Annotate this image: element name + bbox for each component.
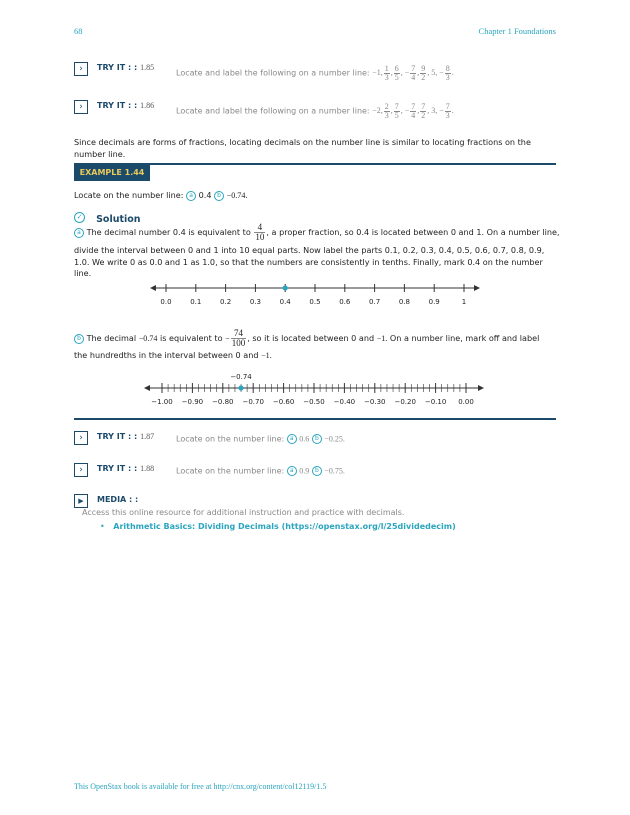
chevron-right-icon[interactable]: › — [74, 463, 88, 477]
media-list-item — [100, 522, 456, 531]
example-bottom-rule — [74, 418, 556, 420]
fraction: $\frac{7}{4}$ — [411, 102, 416, 120]
try-it-text: Locate and label the following on a number line: −1, $\frac{1}{3}$ , $\frac{6}{5}$ , − $\frac{7}{4}$ , $\frac{9}{2}$ , 5, − $\frac{8}{3}$ . — [176, 64, 454, 82]
tick-label: −0.40 — [333, 398, 356, 406]
marked-point — [283, 285, 288, 290]
part-b-marker: b — [312, 466, 322, 476]
tick-label: 0.2 — [220, 298, 232, 306]
arrow-right-icon — [474, 285, 480, 291]
tick-label: 0.1 — [190, 298, 202, 306]
arrow-left-icon — [144, 385, 150, 391]
fraction: $\frac{9}{2}$ — [421, 64, 426, 82]
chevron-right-icon[interactable]: › — [74, 62, 88, 76]
tick-label: 0.4 — [279, 298, 291, 306]
tick-label: −0.70 — [242, 398, 264, 406]
part-a-marker: a — [74, 228, 84, 238]
chapter-title: Chapter 1 Foundations — [478, 26, 556, 36]
fraction: $\frac{7}{3}$ — [445, 102, 450, 120]
part-a-marker: a — [287, 434, 297, 444]
tick-label: −1.00 — [151, 398, 173, 406]
part-b-marker: b — [312, 434, 322, 444]
part-a-paragraph: divide the interval between 0 and 1 into 10 equal parts. Now label the parts 0.1, 0.2, 0.3, 0.4, 0.5, 0.6, 0.7, 0.8, 0.9, 1.0. We write 0 as 0.0 and 1 as 1.0, so that the numbers are consistently in tenths. Finally, mark 0.4 on the number line. — [74, 245, 545, 278]
try-it-text: Locate on the number line: a 0.6 b −0.25. — [176, 434, 345, 444]
media-text: Access this online resource for additional instruction and practice with decimals. — [82, 508, 405, 517]
tick-label: 0.0 — [160, 298, 172, 306]
try-it-1-86 — [74, 100, 556, 120]
part-a-line1: a The decimal number 0.4 is equivalent to $\frac{4}{10}$ , a proper fraction, so 0.4 is located between 0 and 1. On a number line, — [74, 223, 558, 242]
tick-label: 0.5 — [309, 298, 321, 306]
try-it-text: Locate on the number line: a 0.9 b −0.75. — [176, 466, 345, 476]
tick-label: −0.80 — [212, 398, 234, 406]
tick-label: 0.8 — [398, 298, 410, 306]
example-prompt: Locate on the number line: a 0.4 b −0.74. — [74, 190, 248, 200]
fraction: $\frac{2}{3}$ — [384, 102, 389, 120]
tick-label: 1 — [461, 298, 467, 306]
fraction: $\frac{8}{3}$ — [445, 64, 450, 82]
tick-label: −0.30 — [364, 398, 386, 406]
arrow-left-icon — [150, 285, 156, 291]
chevron-right-icon[interactable]: › — [74, 100, 88, 114]
try-it-label: TRY IT : : 1.88 — [97, 464, 155, 473]
bullet-icon: • — [100, 522, 105, 531]
tick-label: −0.60 — [272, 398, 295, 406]
tick-label: −0.10 — [424, 398, 447, 406]
part-b-marker: b — [214, 191, 224, 201]
tick-label: −0.20 — [394, 398, 416, 406]
try-it-1-87 — [74, 431, 556, 447]
try-it-1-85 — [74, 62, 556, 82]
try-it-label: TRY IT : : 1.87 — [97, 432, 155, 441]
try-it-label: TRY IT : : 1.85 — [97, 63, 155, 72]
footer-text: This OpenStax book is available for free at http://cnx.org/content/col12119/1.5 — [74, 782, 327, 791]
tick-label: 0.6 — [339, 298, 351, 306]
media-link[interactable]: Arithmetic Basics: Dividing Decimals (https://openstax.org/l/25dividedecim) — [113, 522, 456, 531]
example-label: EXAMPLE 1.44 — [74, 165, 150, 181]
number-line-b — [144, 372, 484, 408]
try-it-1-88 — [74, 463, 556, 479]
tick-label: 0.00 — [458, 398, 474, 406]
marked-point — [238, 385, 243, 390]
tick-label: 0.7 — [369, 298, 381, 306]
chevron-right-icon[interactable]: › — [74, 431, 88, 445]
fraction: $\frac{1}{3}$ — [384, 64, 389, 82]
fraction: $\frac{7}{4}$ — [411, 64, 416, 82]
part-a-marker: a — [287, 466, 297, 476]
arrow-right-icon — [478, 385, 484, 391]
part-b-marker: b — [74, 334, 84, 344]
fraction: $\frac{6}{5}$ — [394, 64, 399, 82]
check-icon: ✓ — [74, 212, 85, 223]
tick-label: 0.9 — [428, 298, 440, 306]
fraction: $\frac{7}{5}$ — [394, 102, 399, 120]
marked-label: −0.74 — [230, 373, 252, 381]
media-label: MEDIA : : — [97, 495, 139, 504]
fraction: $\frac{7}{2}$ — [421, 102, 426, 120]
number-line-a — [150, 278, 480, 308]
part-a-marker: a — [186, 191, 196, 201]
tick-label: −0.90 — [181, 398, 204, 406]
solution-heading: ✓ Solution — [74, 207, 141, 226]
tick-label: −0.50 — [303, 398, 325, 406]
page-number: 68 — [74, 26, 83, 36]
part-b-line2: the hundredths in the interval between 0 and −1. — [74, 350, 272, 360]
intro-paragraph: Since decimals are forms of fractions, locating decimals on the number line is similar to locating fractions on the number line. — [74, 137, 531, 159]
play-icon[interactable]: ▶ — [74, 494, 88, 508]
part-b-line1: b The decimal −0.74 is equivalent to − $\frac{74}{100}$ , so it is located between 0 and −1. On a number line, mark off and label — [74, 329, 558, 348]
try-it-label: TRY IT : : 1.86 — [97, 101, 155, 110]
tick-label: 0.3 — [249, 298, 261, 306]
try-it-text: Locate and label the following on a number line: −2, $\frac{2}{3}$ , $\frac{7}{5}$ , − $\frac{7}{4}$ , $\frac{7}{2}$ , 3, − $\frac{7}{3}$ . — [176, 102, 454, 120]
